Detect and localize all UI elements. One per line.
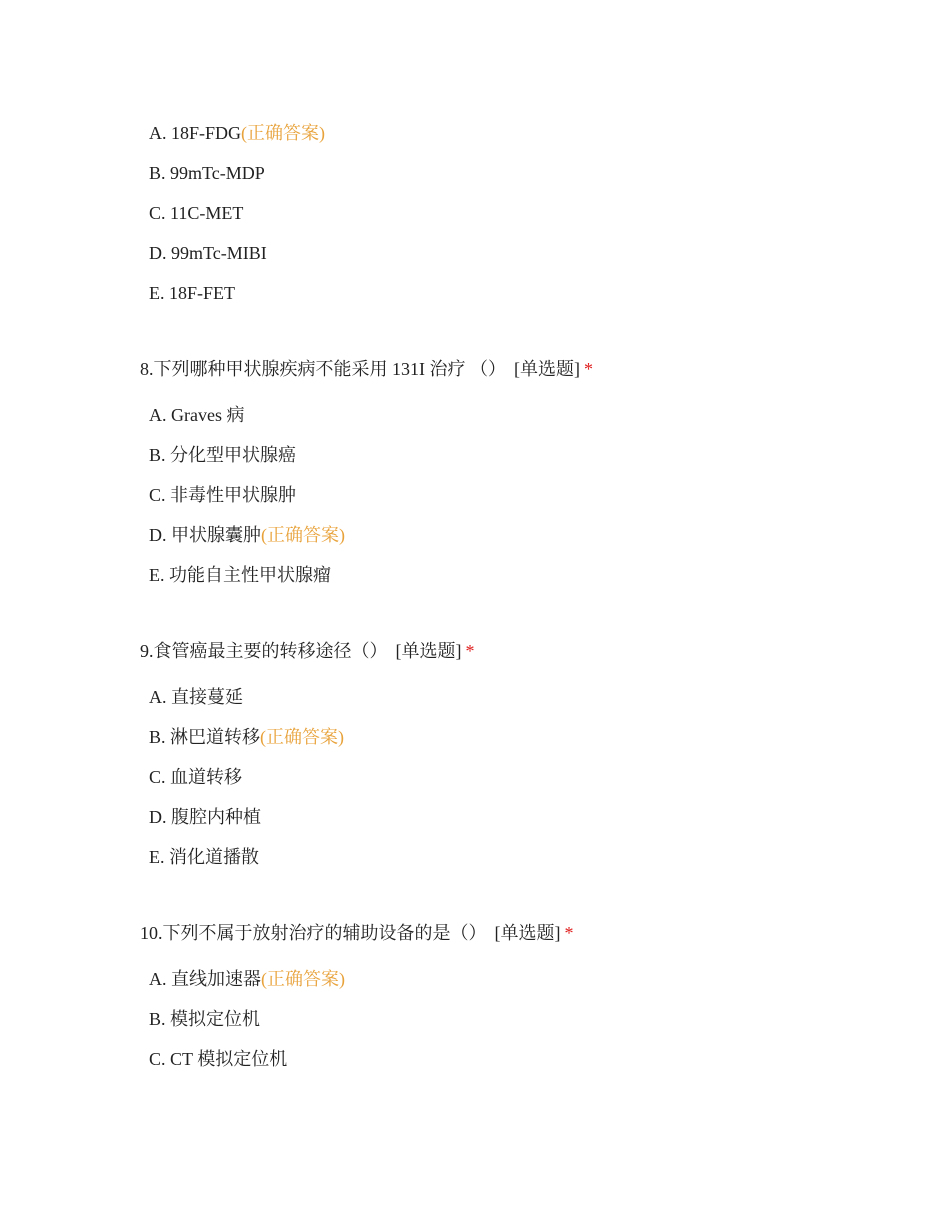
q7-option-a — [149, 121, 325, 145]
option-text: 消化道播散 — [169, 847, 259, 867]
option-letter: C. — [149, 203, 166, 223]
q10-option-c — [149, 1047, 287, 1071]
option-letter: A. — [149, 405, 167, 425]
option-letter: B. — [149, 1009, 166, 1029]
option-text: 腹腔内种植 — [171, 807, 261, 827]
option-letter: B. — [149, 445, 166, 465]
q8-option-a — [149, 403, 244, 427]
q9-option-a — [149, 685, 243, 709]
question-text: 9.食管癌最主要的转移途径（） — [140, 641, 388, 661]
q9-title — [140, 639, 920, 663]
option-text: 99mTc-MDP — [170, 163, 265, 183]
correct-answer-tag: (正确答案) — [260, 727, 345, 747]
correct-answer-tag: (正确答案) — [261, 969, 345, 989]
correct-answer-tag: (正确答案) — [241, 123, 326, 143]
option-letter: C. — [149, 1049, 166, 1069]
required-marker: * — [584, 359, 593, 379]
option-letter: A. — [149, 123, 167, 143]
q9-option-d — [149, 805, 261, 829]
q9-option-b — [149, 725, 344, 749]
question-type: [单选题] — [514, 359, 580, 379]
q10-option-a — [149, 967, 345, 991]
option-text: 18F-FDG — [171, 123, 242, 143]
q9-option-e — [149, 845, 259, 869]
option-text: 直线加速器 — [171, 969, 261, 989]
option-letter: D. — [149, 807, 167, 827]
option-letter: D. — [149, 525, 167, 545]
question-text: 8.下列哪种甲状腺疾病不能采用 131I 治疗 （） — [140, 359, 506, 379]
option-letter: C. — [149, 767, 166, 787]
q8-option-e — [149, 563, 331, 587]
option-letter: D. — [149, 243, 167, 263]
correct-answer-tag: (正确答案) — [261, 525, 345, 545]
option-text: CT 模拟定位机 — [170, 1049, 288, 1069]
q8-title — [140, 357, 920, 381]
question-text: 10.下列不属于放射治疗的辅助设备的是（） — [140, 923, 487, 943]
option-text: Graves 病 — [171, 405, 245, 425]
q7-option-c — [149, 201, 243, 225]
option-text: 甲状腺囊肿 — [171, 525, 261, 545]
option-text: 分化型甲状腺癌 — [170, 445, 297, 465]
q8-option-c — [149, 483, 296, 507]
option-text: 99mTc-MIBI — [171, 243, 267, 263]
q8-option-b — [149, 443, 296, 467]
question-type: [单选题] — [494, 923, 561, 943]
required-marker: * — [465, 641, 475, 661]
option-letter: A. — [149, 687, 167, 707]
q7-option-e — [149, 281, 235, 305]
q7-option-d — [149, 241, 267, 265]
option-text: 直接蔓延 — [171, 687, 243, 707]
q7-option-b — [149, 161, 265, 185]
option-letter: E. — [149, 283, 165, 303]
option-text: 11C-MET — [170, 203, 244, 223]
q9-option-c — [149, 765, 242, 789]
question-type: [单选题] — [395, 641, 462, 661]
option-letter: B. — [149, 727, 166, 747]
option-letter: B. — [149, 163, 166, 183]
q10-option-b — [149, 1007, 260, 1031]
option-letter: C. — [149, 485, 166, 505]
option-text: 淋巴道转移 — [170, 727, 261, 747]
option-letter: E. — [149, 565, 165, 585]
q8-option-d — [149, 523, 345, 547]
option-text: 18F-FET — [169, 283, 236, 303]
option-text: 非毒性甲状腺肿 — [170, 485, 297, 505]
required-marker: * — [564, 923, 574, 943]
option-text: 模拟定位机 — [170, 1009, 261, 1029]
option-letter: A. — [149, 969, 167, 989]
q10-title — [140, 921, 920, 945]
option-text: 血道转移 — [170, 767, 243, 787]
option-text: 功能自主性甲状腺瘤 — [169, 565, 331, 585]
option-letter: E. — [149, 847, 165, 867]
